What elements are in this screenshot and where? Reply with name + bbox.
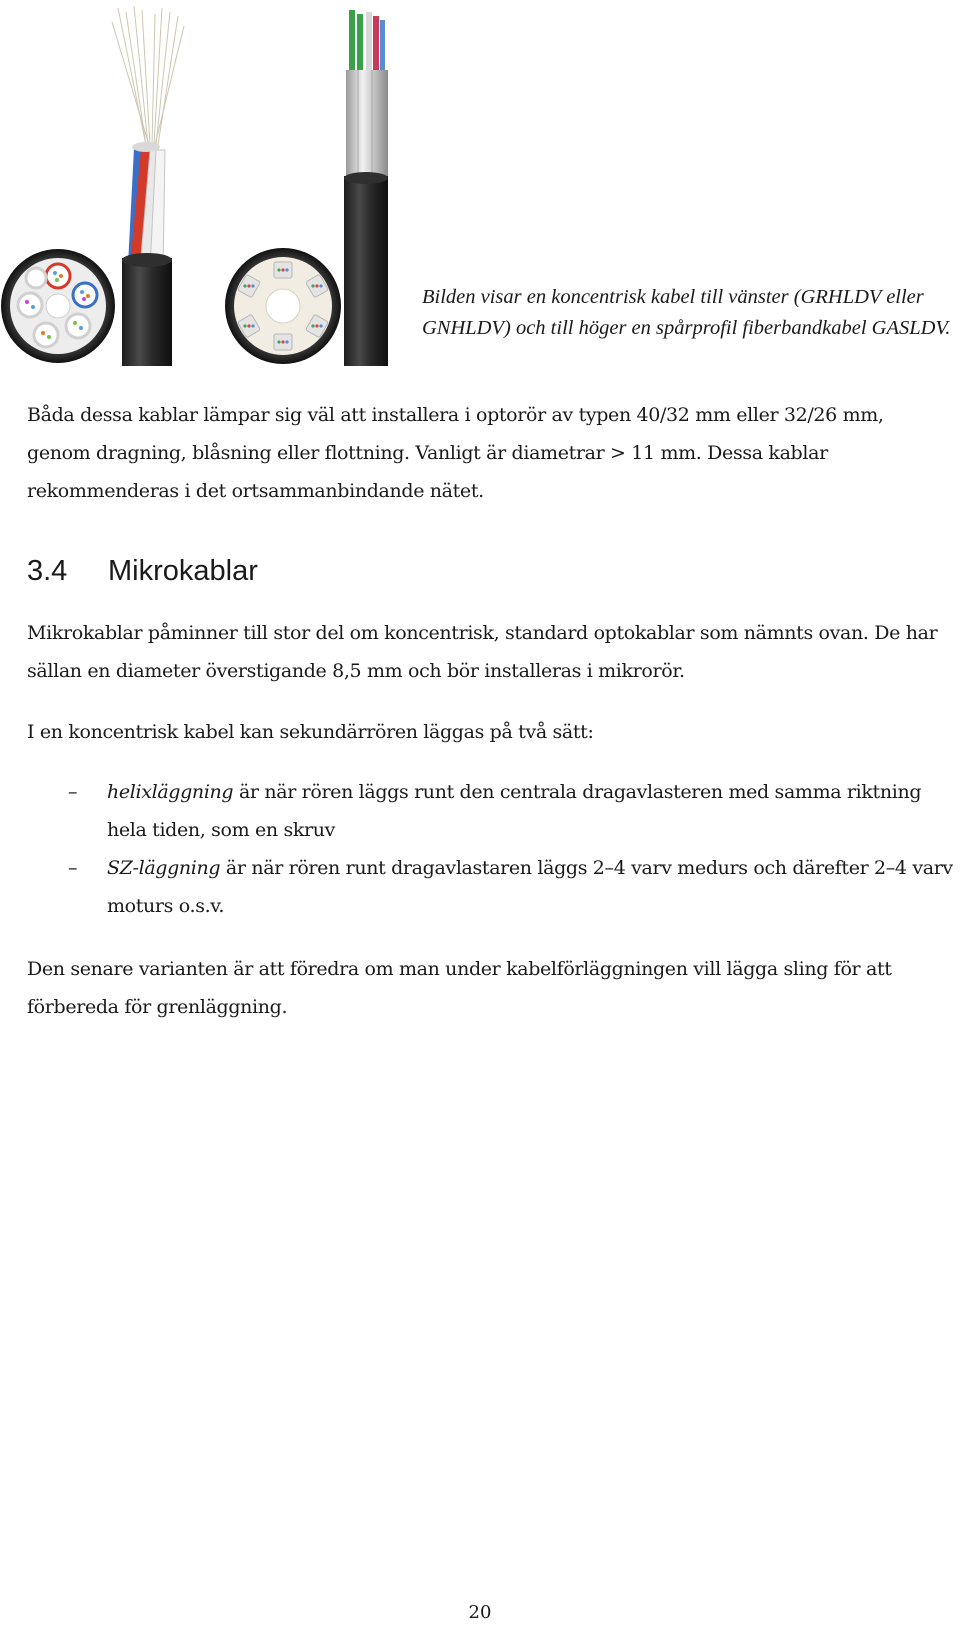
section-number: 3.4 bbox=[27, 555, 68, 587]
laying-methods-list bbox=[0, 773, 960, 925]
paragraph-installation: Båda dessa kablar lämpar sig väl att installera i optorör av typen 40/32 mm eller 32/26 mm, genom dragning, blåsning eller flottning. Vanligt är diametrar > 11 mm. Dessa kablar rekommenderas i det ortsammanbindande nätet. bbox=[27, 404, 884, 502]
right-cross-section bbox=[225, 248, 341, 364]
list-term: helixläggning bbox=[107, 781, 234, 803]
list-marker: – bbox=[68, 857, 78, 879]
list-text: är när rören runt dragavlastaren läggs 2–4 varv medurs och därefter 2–4 varv moturs o.s.v. bbox=[107, 857, 953, 917]
section-title: Mikrokablar bbox=[108, 555, 258, 587]
paragraph-list-intro: I en koncentrisk kabel kan sekundärrören läggas på två sätt: bbox=[27, 721, 594, 743]
figure-caption: Bilden visar en koncentrisk kabel till vänster (GRHLDV eller GNHLDV) och till höger en spårprofil fiberbandkabel GASLDV. bbox=[422, 286, 951, 339]
right-cable bbox=[344, 10, 388, 366]
list-item bbox=[0, 849, 960, 925]
list-term: SZ-läggning bbox=[107, 857, 221, 879]
section-heading bbox=[27, 553, 258, 589]
list-item bbox=[0, 773, 960, 849]
left-cable bbox=[112, 6, 184, 366]
paragraph-conclusion: Den senare varianten är att föredra om man under kabelförläggningen vill lägga sling för att förbereda för grenläggning. bbox=[27, 958, 892, 1018]
cable-illustration bbox=[0, 0, 410, 380]
paragraph-microcables: Mikrokablar påminner till stor del om koncentrisk, standard optokablar som nämnts ovan. De har sällan en diameter överstigande 8,5 mm och bör installeras i mikrorör. bbox=[27, 622, 938, 682]
list-text: är när rören läggs runt den centrala dragavlasteren med samma riktning hela tiden, som en skruv bbox=[107, 781, 922, 841]
left-cross-section bbox=[1, 249, 115, 363]
list-marker: – bbox=[68, 781, 78, 803]
page-number: 20 bbox=[468, 1602, 492, 1623]
